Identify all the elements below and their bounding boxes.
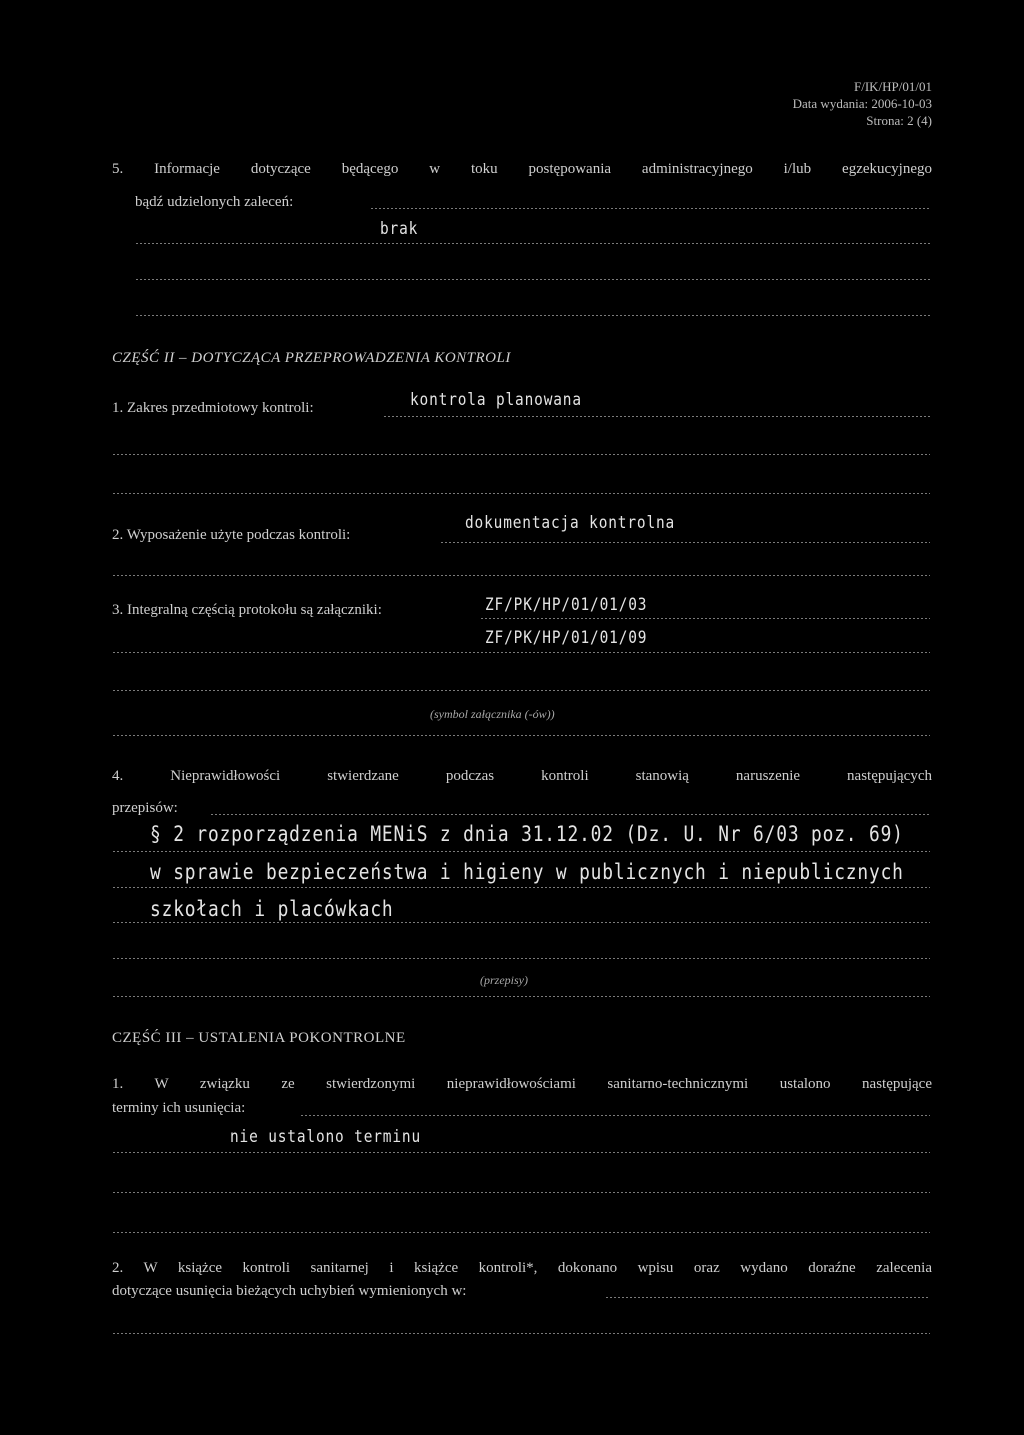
dotted-line (605, 1297, 930, 1298)
part2-item4-answer-1: § 2 rozporządzenia MENiS z dnia 31.12.02 (Dz. U. Nr 6/03 poz. 69) (150, 822, 904, 846)
part2-item3-answer-1: ZF/PK/HP/01/01/03 (485, 595, 648, 615)
part2-item4-label-line2: przepisów: (112, 800, 178, 816)
part2-item2-label: 2. Wyposażenie użyte podczas kontroli: (112, 527, 351, 543)
part2-item3-caption: (symbol załącznika (-ów)) (430, 707, 555, 721)
dotted-line (112, 652, 930, 653)
dotted-line (112, 454, 930, 455)
dotted-line (135, 279, 930, 280)
dotted-line (112, 735, 930, 736)
dotted-line (112, 922, 930, 923)
dotted-line (440, 542, 930, 543)
dotted-line (112, 958, 930, 959)
section5-label-line2: bądź udzielonych zaleceń: (135, 194, 294, 210)
part2-item1-label: 1. Zakres przedmiotowy kontroli: (112, 400, 314, 416)
part2-item3-answer-2: ZF/PK/HP/01/01/09 (485, 628, 648, 648)
dotted-line (480, 618, 930, 619)
part3-item1-label-line2: terminy ich usunięcia: (112, 1100, 246, 1116)
dotted-line (112, 1333, 930, 1334)
dotted-line (112, 1192, 930, 1193)
part2-item1-answer: kontrola planowana (410, 390, 582, 410)
dotted-line (370, 208, 930, 209)
dotted-line (135, 243, 930, 244)
part2-title: CZĘŚĆ II – DOTYCZĄCA PRZEPROWADZENIA KONTROLI (112, 350, 511, 366)
part2-item4-answer-2: w sprawie bezpieczeństwa i higieny w publicznych i niepublicznych (150, 860, 904, 884)
part2-item4-answer-3: szkołach i placówkach (150, 897, 394, 921)
dotted-line (112, 996, 930, 997)
issue-date: Data wydania: 2006-10-03 (792, 96, 932, 111)
dotted-line (300, 1115, 930, 1116)
dotted-line (112, 1152, 930, 1153)
dotted-line (112, 493, 930, 494)
part3-title: CZĘŚĆ III – USTALENIA POKONTROLNE (112, 1030, 406, 1046)
part3-item2-label-line2: dotyczące usunięcia bieżących uchybień wymienionych w: (112, 1283, 467, 1299)
part3-item1-label-line1: 1. W związku ze stwierdzonymi nieprawidłowościami sanitarno-technicznymi ustalono następujące (112, 1076, 932, 1092)
dotted-line (210, 814, 930, 815)
part2-item4-caption: (przepisy) (480, 973, 528, 987)
part2-item4-label-line1: 4. Nieprawidłowości stwierdzane podczas kontroli stanowią naruszenie następujących (112, 768, 932, 784)
part3-item2-label-line1: 2. W książce kontroli sanitarnej i książce kontroli*, dokonano wpisu oraz wydano doraźne zalecenia (112, 1260, 932, 1276)
dotted-line (112, 887, 930, 888)
part2-item2-answer: dokumentacja kontrolna (465, 513, 676, 533)
dotted-line (112, 690, 930, 691)
section5-answer: brak (380, 219, 419, 239)
part3-item1-answer: nie ustalono terminu (230, 1127, 421, 1147)
dotted-line (112, 851, 930, 852)
part2-item3-label: 3. Integralną częścią protokołu są załączniki: (112, 602, 382, 618)
document-header (793, 78, 932, 129)
dotted-line (112, 1232, 930, 1233)
doc-code: F/IK/HP/01/01 (853, 79, 932, 94)
page-number: Strona: 2 (4) (866, 113, 932, 128)
dotted-line (112, 575, 930, 576)
dotted-line (383, 416, 930, 417)
section5-label-line1: 5. Informacje dotyczące będącego w toku postępowania administracyjnego i/lub egzekucyjnego (112, 161, 932, 177)
dotted-line (135, 315, 930, 316)
